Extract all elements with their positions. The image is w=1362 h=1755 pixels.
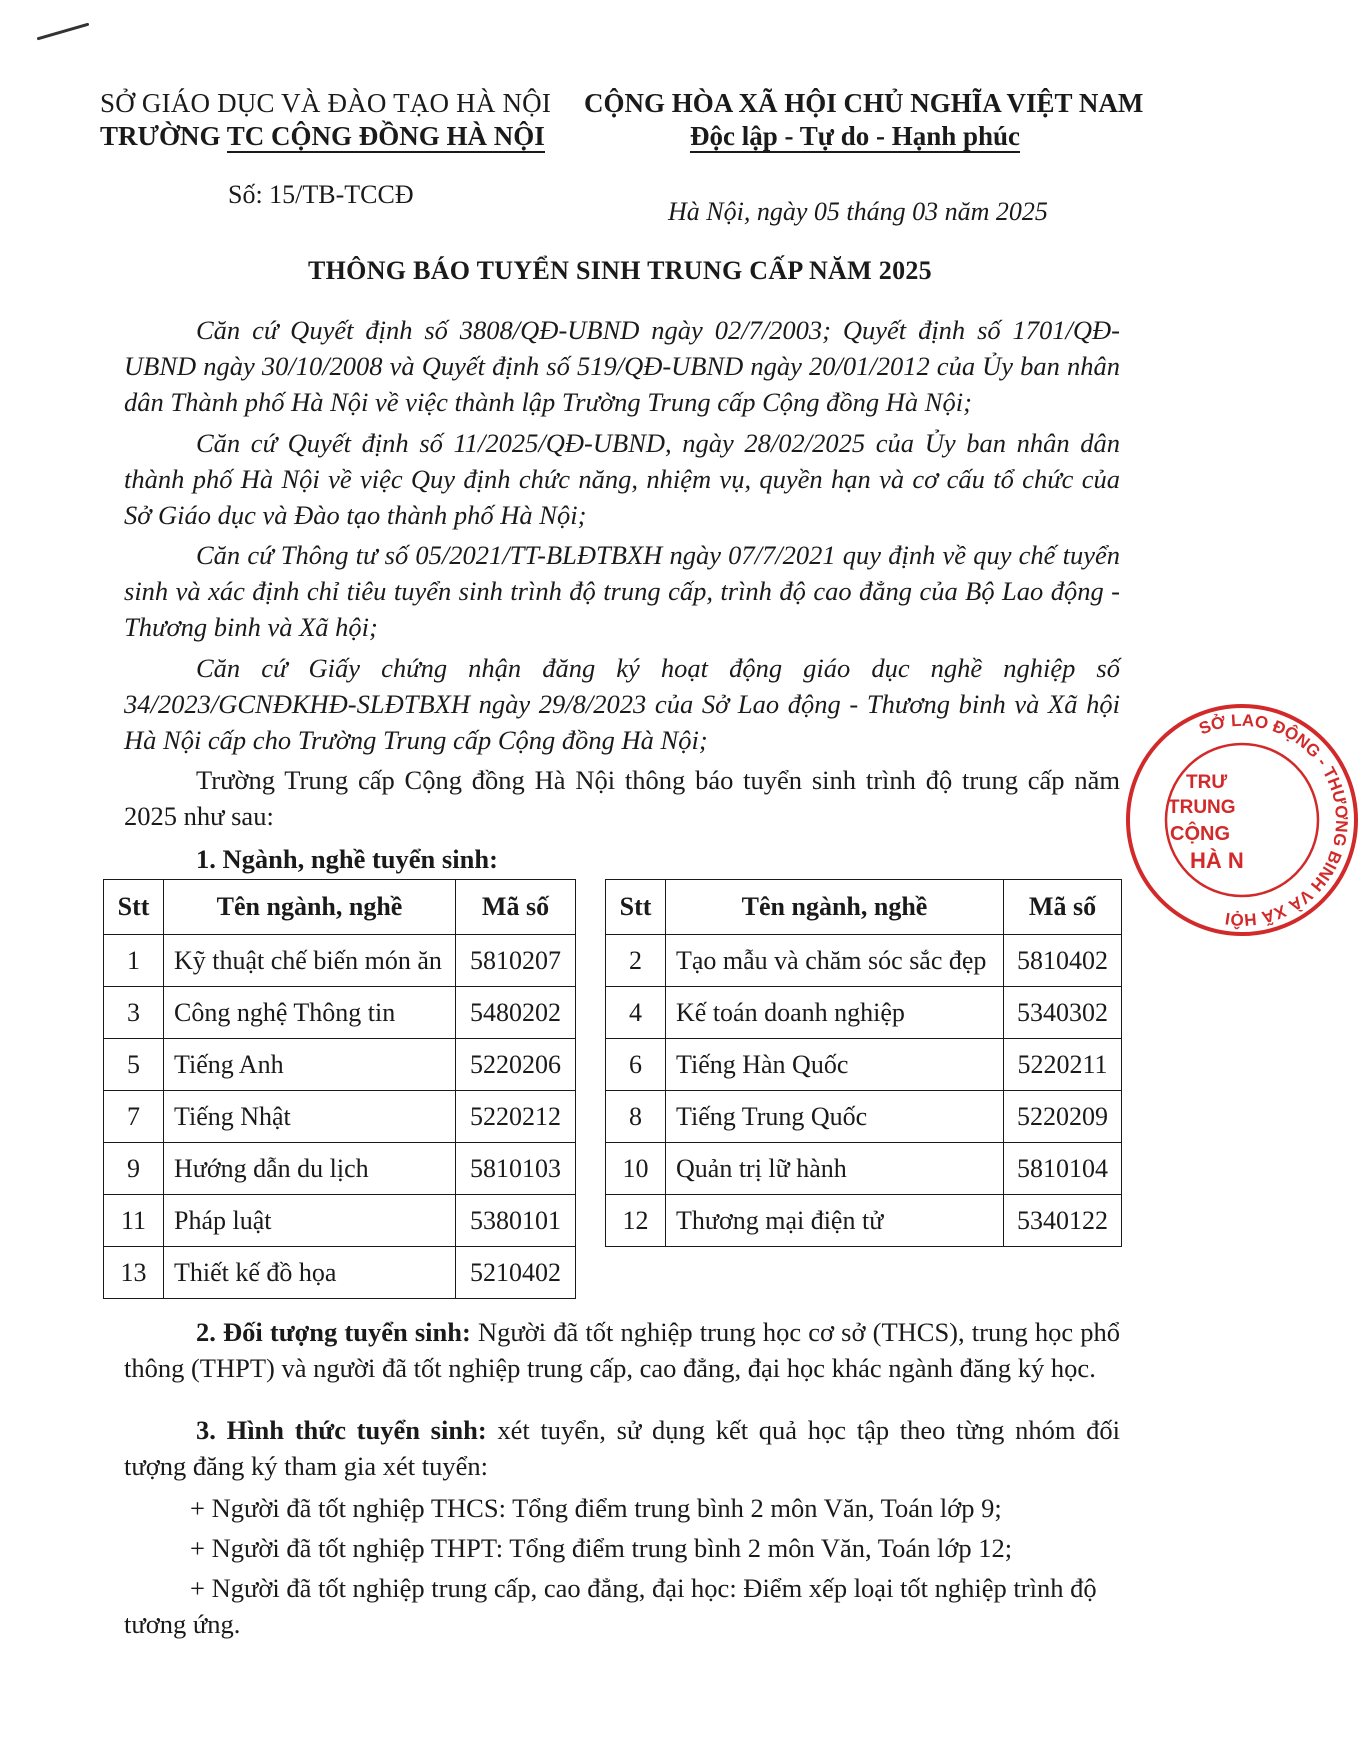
school-prefix: TRƯỜNG xyxy=(100,121,227,151)
column-header-stt: Stt xyxy=(606,880,666,935)
table-row xyxy=(606,987,1122,1039)
stamp-line-4: HÀ N xyxy=(1190,848,1244,873)
row-stt: 1 xyxy=(104,935,164,987)
document-number: Số: 15/TB-TCCĐ xyxy=(228,180,414,209)
row-stt: 4 xyxy=(606,987,666,1039)
table-row xyxy=(104,987,576,1039)
section-3-text: xét tuyển, sử dụng kết quả học tập theo từng nhóm đối tượng đăng ký tham gia xét tuyển: xyxy=(124,1415,1120,1481)
row-stt: 8 xyxy=(606,1091,666,1143)
section-3-paragraph xyxy=(124,1412,1120,1484)
row-stt: 7 xyxy=(104,1091,164,1143)
row-code: 5220212 xyxy=(456,1091,576,1143)
column-header-name: Tên ngành, nghề xyxy=(164,880,456,935)
school-name xyxy=(100,119,545,153)
row-code: 5810104 xyxy=(1004,1143,1122,1195)
row-major-name: Tiếng Hàn Quốc xyxy=(666,1039,1004,1091)
table-row xyxy=(104,1143,576,1195)
row-code: 5380101 xyxy=(456,1195,576,1247)
table-header-row xyxy=(104,880,576,935)
row-code: 5810103 xyxy=(456,1143,576,1195)
section-1-heading: 1. Ngành, nghề tuyển sinh: xyxy=(196,844,498,874)
row-stt: 13 xyxy=(104,1247,164,1299)
table-row xyxy=(606,1143,1122,1195)
document-title: THÔNG BÁO TUYỂN SINH TRUNG CẤP NĂM 2025 xyxy=(308,256,932,285)
table-row xyxy=(104,1039,576,1091)
row-major-name: Tạo mẫu và chăm sóc sắc đẹp xyxy=(666,935,1004,987)
row-stt: 6 xyxy=(606,1039,666,1091)
row-code: 5210402 xyxy=(456,1247,576,1299)
stamp-line-3: CỘNG xyxy=(1170,823,1230,845)
preamble-paragraph: Căn cứ Giấy chứng nhận đăng ký hoạt động giáo dục nghề nghiệp số 34/2023/GCNĐKHĐ-SLĐTBXH ngày 29/8/2023 của Sở Lao động - Thương binh và Xã hội Hà Nội cấp cho Trường Trung cấp Cộng đồng Hà Nội; xyxy=(124,653,1120,755)
table-row xyxy=(104,1195,576,1247)
criteria-bullet: + Người đã tốt nghiệp trung cấp, cao đẳng, đại học: Điểm xếp loại tốt nghiệp trình độ tương ứng. xyxy=(124,1573,1097,1639)
table-row xyxy=(104,1091,576,1143)
row-major-name: Tiếng Nhật xyxy=(164,1091,456,1143)
row-major-name: Tiếng Anh xyxy=(164,1039,456,1091)
stamp-line-2: TRUNG xyxy=(1168,797,1236,818)
stamp-line-1: TRƯ xyxy=(1186,772,1228,793)
row-major-name: Pháp luật xyxy=(164,1195,456,1247)
motto-text: Độc lập - Tự do - Hạnh phúc xyxy=(690,121,1021,151)
row-major-name: Hướng dẫn du lịch xyxy=(164,1143,456,1195)
column-header-name: Tên ngành, nghề xyxy=(666,880,1004,935)
official-stamp xyxy=(1122,700,1362,940)
row-code: 5340122 xyxy=(1004,1195,1122,1247)
section-3-heading: 3. Hình thức tuyển sinh: xyxy=(196,1415,487,1445)
preamble-paragraph: Căn cứ Thông tư số 05/2021/TT-BLĐTBXH ngày 07/7/2021 quy định về quy chế tuyển sinh và xác định chỉ tiêu tuyển sinh trình độ trung cấp, trình độ cao đẳng của Bộ Lao động - Thương binh và Xã hội; xyxy=(124,540,1120,642)
row-stt: 11 xyxy=(104,1195,164,1247)
row-stt: 2 xyxy=(606,935,666,987)
column-header-code: Mã số xyxy=(456,880,576,935)
majors-table-right xyxy=(605,879,1122,1247)
row-code: 5220209 xyxy=(1004,1091,1122,1143)
row-major-name: Quản trị lữ hành xyxy=(666,1143,1004,1195)
agency-name: SỞ GIÁO DỤC VÀ ĐÀO TẠO HÀ NỘI xyxy=(100,88,552,118)
row-code: 5340302 xyxy=(1004,987,1122,1039)
republic-name: CỘNG HÒA XÃ HỘI CHỦ NGHĨA VIỆT NAM xyxy=(584,88,1144,118)
table-row xyxy=(104,1247,576,1299)
row-stt: 3 xyxy=(104,987,164,1039)
criteria-bullet: + Người đã tốt nghiệp THCS: Tổng điểm trung bình 2 môn Văn, Toán lớp 9; xyxy=(190,1493,1002,1523)
majors-table-left xyxy=(103,879,576,1299)
row-stt: 12 xyxy=(606,1195,666,1247)
motto xyxy=(690,119,1020,153)
criteria-bullet: + Người đã tốt nghiệp THPT: Tổng điểm trung bình 2 môn Văn, Toán lớp 12; xyxy=(190,1533,1013,1563)
section-2-heading: 2. Đối tượng tuyển sinh: xyxy=(196,1317,471,1347)
table-row xyxy=(606,935,1122,987)
table-row xyxy=(104,935,576,987)
school-name-underlined: TC CỘNG ĐỒNG HÀ NỘI xyxy=(226,121,545,151)
row-stt: 9 xyxy=(104,1143,164,1195)
row-major-name: Thiết kế đồ họa xyxy=(164,1247,456,1299)
stamp-inner-ring xyxy=(1166,744,1318,896)
column-header-stt: Stt xyxy=(104,880,164,935)
preamble-paragraph: Căn cứ Quyết định số 11/2025/QĐ-UBND, ngày 28/02/2025 của Ủy ban nhân dân thành phố Hà Nội về việc Quy định chức năng, nhiệm vụ, quyền hạn và cơ cấu tổ chức của Sở Giáo dục và Đào tạo thành phố Hà Nội; xyxy=(124,428,1120,530)
section-2-paragraph xyxy=(124,1314,1120,1386)
stamp-ring-text: SỞ LAO ĐỘNG - THƯƠNG BINH VÀ XÃ HỘI xyxy=(1196,710,1352,930)
row-code: 5480202 xyxy=(456,987,576,1039)
row-stt: 5 xyxy=(104,1039,164,1091)
table-row xyxy=(606,1091,1122,1143)
table-row xyxy=(606,1039,1122,1091)
intro-paragraph: Trường Trung cấp Cộng đồng Hà Nội thông báo tuyển sinh trình độ trung cấp năm 2025 như sau: xyxy=(124,765,1120,831)
row-code: 5810402 xyxy=(1004,935,1122,987)
pen-mark xyxy=(37,23,90,41)
table-header-row xyxy=(606,880,1122,935)
row-major-name: Công nghệ Thông tin xyxy=(164,987,456,1039)
row-major-name: Thương mại điện tử xyxy=(666,1195,1004,1247)
stamp-outer-ring xyxy=(1128,706,1356,934)
row-code: 5810207 xyxy=(456,935,576,987)
preamble-paragraph: Căn cứ Quyết định số 3808/QĐ-UBND ngày 02/7/2003; Quyết định số 1701/QĐ-UBND ngày 30/10/2008 và Quyết định số 519/QĐ-UBND ngày 20/01/2012 của Ủy ban nhân dân Thành phố Hà Nội về việc thành lập Trường Trung cấp Cộng đồng Hà Nội; xyxy=(124,315,1120,417)
column-header-code: Mã số xyxy=(1004,880,1122,935)
table-row xyxy=(606,1195,1122,1247)
row-stt: 10 xyxy=(606,1143,666,1195)
section-2-text: Người đã tốt nghiệp trung học cơ sở (THCS), trung học phổ thông (THPT) và người đã tốt nghiệp trung cấp, cao đẳng, đại học khác ngành đăng ký học. xyxy=(124,1317,1120,1383)
row-major-name: Kế toán doanh nghiệp xyxy=(666,987,1004,1039)
row-major-name: Kỹ thuật chế biến món ăn xyxy=(164,935,456,987)
document-date: Hà Nội, ngày 05 tháng 03 năm 2025 xyxy=(668,197,1048,226)
row-major-name: Tiếng Trung Quốc xyxy=(666,1091,1004,1143)
row-code: 5220211 xyxy=(1004,1039,1122,1091)
row-code: 5220206 xyxy=(456,1039,576,1091)
